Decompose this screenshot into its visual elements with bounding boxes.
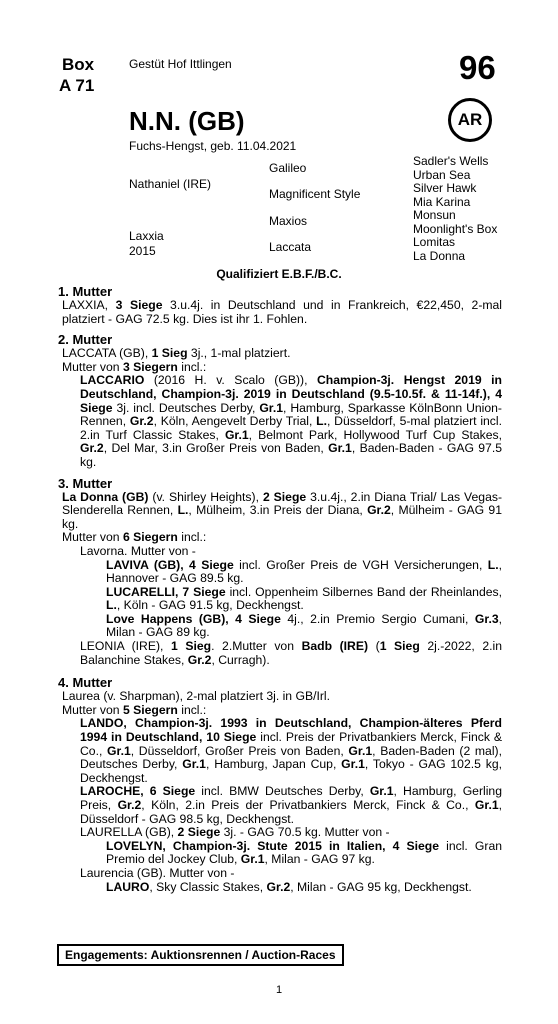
stud-name: Gestüt Hof Ittlingen bbox=[129, 57, 232, 71]
laccario-record: LACCARIO (2016 H. v. Scalo (GB)), Champion-3j. Hengst 2019 in Deutschland, Champion-3j. 2019 in Deutschland (9.5-10.5f. & 11-14f.), 4 Siege 3j. incl. Deutsches Derby, Gr.1, Hamburg, Sparkasse KölnBonn Union-Rennen, Gr.2, Köln, Aengevelt Derby Trial, L., Düsseldorf, 5-mal platziert incl. 2.in Turf Classic Stakes, Gr.1, Belmont Park, Hollywood Turf Cup Stakes, Gr.2, Del Mar, 3.in Großer Preis von Baden, Gr.1, Baden-Baden - GAG 97.5 kg. bbox=[80, 373, 503, 469]
section-title: 3. Mutter bbox=[58, 475, 113, 491]
pedigree-gen2-4: Laccata bbox=[269, 240, 312, 254]
granddam-record: LACCATA (GB), 1 Sieg 3j., 1-mal platziert. bbox=[62, 346, 291, 361]
pedigree-gen3-item: Sadler's Wells bbox=[413, 154, 489, 168]
pedigree-gen3 bbox=[413, 155, 497, 263]
lavorna-line: Lavorna. Mutter von - bbox=[80, 543, 196, 558]
horse-subtitle: Fuchs-Hengst, geb. 11.04.2021 bbox=[129, 139, 297, 153]
horse-name: N.N. (GB) bbox=[129, 106, 245, 136]
laroche-record: LAROCHE, 6 Siege incl. BMW Deutsches Derby, Gr.1, Hamburg, Gerling Preis, Gr.2, Köln, 2.in Preis der Privatbankiers Merck, Finck & Co., Gr.1, Düsseldorf - GAG 98.5 kg, Deckhengst. bbox=[80, 784, 502, 826]
pedigree-dam-year: 2015 bbox=[129, 244, 156, 258]
ar-badge: AR bbox=[448, 98, 492, 142]
engagements-box: Engagements: Auktionsrennen / Auction-Races bbox=[57, 944, 344, 966]
laurencia-line: Laurencia (GB). Mutter von - bbox=[80, 865, 235, 880]
pedigree-gen2-2: Magnificent Style bbox=[269, 187, 361, 201]
box-text: Box bbox=[62, 55, 95, 74]
lando-record: LANDO, Champion-3j. 1993 in Deutschland, Champion-älteres Pferd 1994 in Deutschland, 10 Siege incl. Preis der Privatbankiers Merck, Finck & Co., Gr.1, Düsseldorf, Großer Preis von Baden, Gr.1, Baden-Baden (2 mal), Deutsches Derby, Gr.1, Hamburg, Japan Cup, Gr.1, Tokyo - GAG 102.5 kg, Deckhengst. bbox=[80, 716, 502, 785]
pedigree-sire: Nathaniel (IRE) bbox=[129, 177, 212, 191]
section-title: 1. Mutter bbox=[58, 284, 113, 299]
la-donna-produce: Mutter von 6 Siegern incl.: bbox=[62, 530, 207, 545]
pedigree-dam: Laxxia bbox=[129, 229, 164, 243]
lot-number: 96 bbox=[459, 49, 496, 86]
lauro-record: LAURO, Sky Classic Stakes, Gr.2, Milan - GAG 95 kg, Deckhengst. bbox=[106, 879, 472, 894]
granddam-produce: Mutter von 3 Siegern incl.: bbox=[62, 359, 207, 374]
pedigree-gen3-item: Silver Hawk bbox=[413, 181, 477, 195]
pedigree-gen2-3: Maxios bbox=[269, 214, 308, 228]
laurella-record: LAURELLA (GB), 2 Siege 3j. - GAG 70.5 kg. Mutter von - bbox=[80, 825, 390, 840]
box-label bbox=[59, 54, 94, 96]
pedigree-gen3-item: Monsun bbox=[413, 208, 456, 222]
laurea-produce: Mutter von 5 Siegern incl.: bbox=[62, 702, 207, 717]
pedigree-gen2-1: Galileo bbox=[269, 161, 307, 175]
love-happens-record: Love Happens (GB), 4 Siege 4j., 2.in Premio Sergio Cumani, Gr.3, Milan - GAG 89 kg. bbox=[106, 611, 502, 640]
laviva-record: LAVIVA (GB), 4 Siege incl. Großer Preis de VGH Versicherungen, L., Hannover - GAG 89.5 kg. bbox=[106, 557, 502, 586]
pedigree-gen3-item: Urban Sea bbox=[413, 167, 471, 182]
lovelyn-record: LOVELYN, Champion-3j. Stute 2015 in Italien, 4 Siege incl. Gran Premio del Jockey Club, Gr.1, Milan - GAG 97 kg. bbox=[106, 838, 502, 867]
page-number: 1 bbox=[275, 984, 283, 996]
qualified-note: Qualifiziert E.B.F./B.C. bbox=[216, 267, 342, 281]
la-donna-record: La Donna (GB) (v. Shirley Heights), 2 Siege 3.u.4j., 2.in Diana Trial/ Las Vegas-Slenderella Rennen, L., Mülheim, 3.in Preis der Diana, Gr.2, Mülheim - GAG 91 kg. bbox=[62, 489, 502, 531]
dam-record: LAXXIA, 3 Siege 3.u.4j. in Deutschland und in Frankreich, €22,450, 2-mal platziert - GAG 72.5 kg. Dies ist ihr 1. Fohlen. bbox=[62, 298, 503, 326]
pedigree-gen3-item: Moonlight's Box bbox=[413, 221, 498, 236]
pedigree-gen3-item: Mia Karina bbox=[413, 194, 471, 209]
section-title: 4. Mutter bbox=[58, 675, 113, 691]
family-content bbox=[58, 285, 502, 894]
box-code: A 71 bbox=[59, 76, 95, 95]
pedigree-gen3-item: La Donna bbox=[413, 248, 466, 263]
pedigree-gen3-item: Lomitas bbox=[413, 235, 456, 249]
leonia-record: LEONIA (IRE), 1 Sieg. 2.Mutter von Badb (IRE) (1 Sieg 2j.-2022, 2.in Balanchine Stakes, Gr.2, Curragh). bbox=[80, 639, 503, 667]
lucarelli-record: LUCARELLI, 7 Siege incl. Oppenheim Silbernes Band der Rheinlandes, L., Köln - GAG 91.5 kg, Deckhengst. bbox=[106, 584, 502, 613]
section-title: 2. Mutter bbox=[58, 332, 113, 348]
laurea-record: Laurea (v. Sharpman), 2-mal platziert 3j. in GB/Irl. bbox=[62, 689, 330, 704]
